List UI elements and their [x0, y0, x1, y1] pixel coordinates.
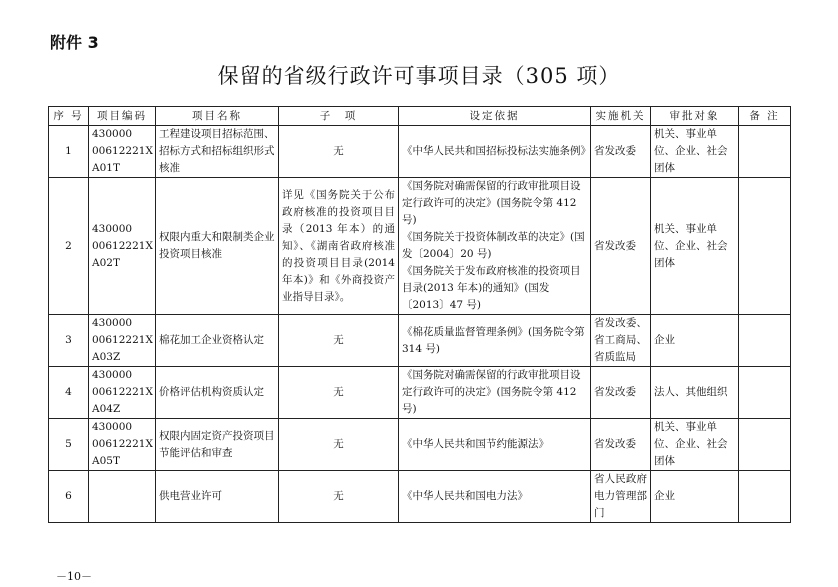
cell-target: 法人、其他组织 — [651, 367, 739, 419]
permit-table — [48, 106, 791, 523]
table-row — [49, 419, 791, 471]
cell-seq: 5 — [49, 419, 89, 471]
header-name: 项目名称 — [156, 107, 279, 126]
cell-sub: 无 — [279, 471, 399, 523]
cell-org: 省人民政府电力管理部门 — [591, 471, 651, 523]
cell-target: 企业 — [651, 315, 739, 367]
code-line: 00612221X — [92, 438, 153, 450]
cell-code — [89, 178, 156, 315]
table-row — [49, 367, 791, 419]
cell-sub: 无 — [279, 419, 399, 471]
code-line: A03Z — [92, 351, 121, 363]
page-title: 保留的省级行政许可事项目录（305 项） — [217, 64, 621, 88]
code-line: 430000 — [92, 421, 133, 433]
table-header-row — [49, 107, 791, 126]
cell-seq: 4 — [49, 367, 89, 419]
cell-code — [89, 315, 156, 367]
cell-name: 价格评估机构资质认定 — [156, 367, 279, 419]
code-line: A04Z — [92, 403, 121, 415]
header-target: 审批对象 — [651, 107, 739, 126]
page-number: －10－ — [56, 570, 92, 583]
basis-text: 《中华人民共和国节约能源法》 — [402, 438, 549, 450]
cell-org: 省发改委 — [591, 178, 651, 315]
cell-note — [739, 178, 791, 315]
cell-seq: 2 — [49, 178, 89, 315]
code-line: 00612221X — [92, 145, 153, 157]
cell-target: 机关、事业单位、企业、社会团体 — [651, 178, 739, 315]
cell-seq: 3 — [49, 315, 89, 367]
header-sub: 子 项 — [279, 107, 399, 126]
cell-sub: 无 — [279, 367, 399, 419]
cell-note — [739, 126, 791, 178]
cell-sub: 详见《国务院关于公布政府核准的投资项目目录（2013 年本）的通知》、《湖南省政府核准的投资项目目录(2014 年本)》和《外商投资产业指导目录》。 — [279, 178, 399, 315]
cell-note — [739, 419, 791, 471]
header-org: 实施机关 — [591, 107, 651, 126]
cell-name: 权限内重大和限制类企业投资项目核准 — [156, 178, 279, 315]
basis-text: 《国务院对确需保留的行政审批项目设定行政许可的决定》(国务院令第 412 号) — [402, 369, 581, 415]
header-seq: 序 号 — [49, 107, 89, 126]
code-line: 430000 — [92, 369, 133, 381]
cell-target: 企业 — [651, 471, 739, 523]
cell-org: 省发改委 — [591, 126, 651, 178]
basis-text: 《中华人民共和国电力法》 — [402, 490, 528, 502]
table-row — [49, 471, 791, 523]
cell-target: 机关、事业单位、企业、社会团体 — [651, 419, 739, 471]
code-line: 00612221X — [92, 386, 153, 398]
code-line: A01T — [92, 162, 120, 174]
code-line: 430000 — [92, 222, 133, 235]
cell-code — [89, 471, 156, 523]
code-line: 00612221X — [92, 334, 153, 346]
cell-target: 机关、事业单位、企业、社会团体 — [651, 126, 739, 178]
cell-basis — [399, 471, 591, 523]
table-row — [49, 126, 791, 178]
header-note: 备 注 — [739, 107, 791, 126]
cell-name: 工程建设项目招标范围、招标方式和招标组织形式核准 — [156, 126, 279, 178]
cell-basis — [399, 419, 591, 471]
cell-org: 省发改委、省工商局、省质监局 — [591, 315, 651, 367]
cell-basis — [399, 367, 591, 419]
code-line: A02T — [92, 256, 120, 269]
cell-basis — [399, 315, 591, 367]
header-code: 项目编码 — [89, 107, 156, 126]
cell-sub: 无 — [279, 315, 399, 367]
code-line: 430000 — [92, 317, 133, 329]
cell-code — [89, 126, 156, 178]
table-row — [49, 315, 791, 367]
code-line: 00612221X — [92, 239, 153, 252]
cell-name: 供电营业许可 — [156, 471, 279, 523]
cell-seq: 6 — [49, 471, 89, 523]
cell-basis — [399, 178, 591, 315]
table-row — [49, 178, 791, 315]
cell-sub: 无 — [279, 126, 399, 178]
cell-seq: 1 — [49, 126, 89, 178]
cell-basis — [399, 126, 591, 178]
cell-code — [89, 367, 156, 419]
basis-text: 《中华人民共和国招标投标法实施条例》 — [402, 145, 591, 157]
table-body — [49, 126, 791, 523]
cell-name: 棉花加工企业资格认定 — [156, 315, 279, 367]
cell-note — [739, 367, 791, 419]
cell-code — [89, 419, 156, 471]
annex-label: 附件 3 — [50, 33, 99, 52]
basis-text: 《棉花质量监督管理条例》(国务院令第 314 号) — [402, 325, 585, 355]
cell-name: 权限内固定资产投资项目节能评估和审查 — [156, 419, 279, 471]
cell-org: 省发改委 — [591, 367, 651, 419]
cell-note — [739, 315, 791, 367]
header-basis: 设定依据 — [399, 107, 591, 126]
cell-org: 省发改委 — [591, 419, 651, 471]
code-line: A05T — [92, 455, 120, 467]
code-line: 430000 — [92, 128, 133, 140]
cell-note — [739, 471, 791, 523]
basis-text: 《国务院对确需保留的行政审批项目设定行政许可的决定》(国务院令第 412 号) 《国务院关于投资体制改革的决定》(国发〔2004〕20 号) 《国务院关于发布政府核准的投资项目目录(2013 年本)的通知》(国发〔2013〕47 号) — [402, 180, 585, 311]
